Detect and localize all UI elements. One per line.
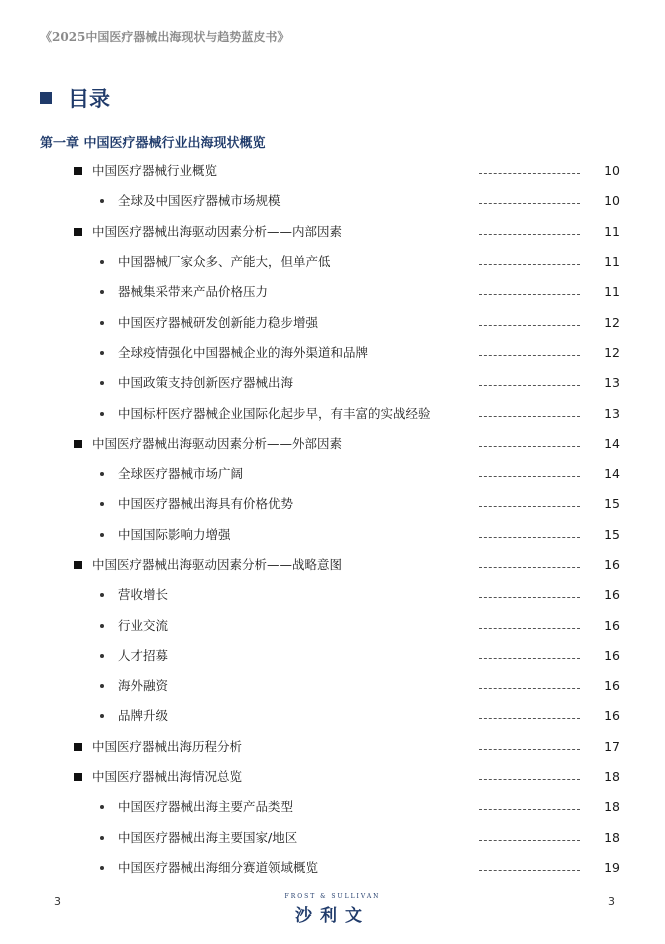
toc-entry-text: 中国医疗器械出海驱动因素分析——内部因素 [92,223,343,239]
footer-brand-logo [0,893,665,926]
dot-bullet-icon [100,533,104,537]
dot-bullet-icon [100,412,104,416]
toc-entry-text: 中国医疗器械出海细分赛道领域概览 [118,859,319,875]
toc-entry-page-number: 18 [604,829,620,845]
toc-entry-page-number: 14 [604,466,620,482]
toc-entry[interactable] [0,580,665,610]
dotted-leader [479,476,580,477]
toc-list [0,156,665,883]
toc-title: 目录 [68,86,110,111]
toc-entry-page-number: 10 [604,163,620,179]
toc-entry[interactable] [0,368,665,398]
dotted-leader [479,416,580,417]
dotted-leader [479,658,580,659]
toc-entry-text: 中国医疗器械出海主要产品类型 [118,799,294,815]
dotted-leader [479,355,580,356]
toc-entry-page-number: 16 [604,708,620,724]
dotted-leader [479,294,580,295]
dot-bullet-icon [100,260,104,264]
toc-entry-text: 中国医疗器械出海驱动因素分析——外部因素 [92,435,343,451]
brand-chinese-name: 沙利文 [295,906,370,926]
toc-entry-text: 中国国际影响力增强 [118,526,231,542]
dot-bullet-icon [100,714,104,718]
dot-bullet-icon [100,654,104,658]
square-bullet-icon [74,228,82,236]
toc-entry-text: 中国医疗器械出海驱动因素分析——战略意图 [92,557,343,572]
square-bullet-icon [74,773,82,781]
brand-english-name: FROST & SULLIVAN [284,893,381,900]
toc-entry[interactable] [0,307,665,337]
toc-entry[interactable] [0,762,665,792]
toc-entry[interactable] [0,429,665,459]
dot-bullet-icon [100,866,104,870]
dotted-leader [479,325,580,326]
dotted-leader [479,749,580,750]
dot-bullet-icon [100,321,104,325]
toc-heading [40,84,110,112]
dot-bullet-icon [100,684,104,688]
dot-bullet-icon [100,805,104,809]
square-bullet-icon [74,440,82,448]
toc-entry-page-number: 18 [604,799,620,815]
toc-entry-text: 海外融资 [118,678,169,694]
toc-entry-text: 中国医疗器械出海具有价格优势 [118,496,294,512]
document-header-title: 《2025中国医疗器械出海现状与趋势蓝皮书》 [40,30,290,44]
dotted-leader [479,870,580,871]
dotted-leader [479,234,580,235]
toc-entry-text: 中国医疗器械研发创新能力稳步增强 [118,314,319,330]
dotted-leader [479,567,580,568]
toc-entry-text: 营收增长 [118,587,169,603]
dot-bullet-icon [100,624,104,628]
toc-entry[interactable] [0,156,665,186]
dot-bullet-icon [100,290,104,294]
toc-entry[interactable] [0,520,665,550]
toc-entry[interactable] [0,792,665,822]
dot-bullet-icon [100,502,104,506]
toc-entry[interactable] [0,853,665,883]
toc-entry-text: 人才招募 [118,647,169,663]
dotted-leader [479,779,580,780]
dotted-leader [479,809,580,810]
dotted-leader [479,203,580,204]
dotted-leader [479,628,580,629]
dot-bullet-icon [100,593,104,597]
toc-entry[interactable] [0,186,665,216]
toc-entry[interactable] [0,671,665,701]
dotted-leader [479,718,580,719]
square-bullet-icon [74,561,82,569]
toc-entry[interactable] [0,489,665,519]
toc-entry-page-number: 16 [604,678,620,694]
toc-entry-page-number: 16 [604,647,620,663]
toc-entry-page-number: 13 [604,375,620,391]
chapter-title[interactable]: 第一章 中国医疗器械行业出海现状概览 [40,136,266,151]
dot-bullet-icon [100,836,104,840]
toc-entry[interactable] [0,823,665,853]
toc-entry-page-number: 16 [604,557,620,572]
square-bullet-icon [74,167,82,175]
heading-square-icon [40,92,52,104]
toc-entry-page-number: 12 [604,314,620,330]
toc-entry-page-number: 15 [604,496,620,512]
dot-bullet-icon [100,351,104,355]
dotted-leader [479,840,580,841]
toc-entry-page-number: 13 [604,405,620,421]
dotted-leader [479,446,580,447]
toc-entry-text: 品牌升级 [118,708,169,724]
toc-entry-text: 中国医疗器械行业概览 [92,163,218,179]
toc-entry-text: 中国政策支持创新医疗器械出海 [118,375,294,391]
toc-entry[interactable] [0,338,665,368]
toc-entry-text: 中国医疗器械出海主要国家/地区 [118,829,298,845]
toc-entry[interactable] [0,550,665,580]
dotted-leader [479,597,580,598]
toc-entry-page-number: 11 [604,254,620,270]
toc-entry-page-number: 16 [604,617,620,633]
dotted-leader [479,688,580,689]
toc-entry[interactable] [0,701,665,731]
dot-bullet-icon [100,199,104,203]
footer-page-number-right: 3 [608,895,615,908]
toc-entry-text: 中国标杆医疗器械企业国际化起步早，有丰富的实战经验 [118,405,431,421]
toc-entry-text: 中国器械厂家众多、产能大，但单产低 [118,254,331,270]
toc-entry-text: 全球疫情强化中国器械企业的海外渠道和品牌 [118,344,369,360]
toc-entry-text: 中国医疗器械出海情况总览 [92,769,243,785]
toc-entry-page-number: 14 [604,435,620,451]
toc-entry-text: 中国医疗器械出海历程分析 [92,738,243,754]
toc-entry[interactable] [0,732,665,762]
toc-entry[interactable] [0,247,665,277]
dot-bullet-icon [100,381,104,385]
toc-entry-page-number: 10 [604,193,620,209]
toc-entry-text: 全球医疗器械市场广阔 [118,466,244,482]
toc-entry-text: 全球及中国医疗器械市场规模 [118,193,281,209]
dotted-leader [479,506,580,507]
toc-entry[interactable] [0,459,665,489]
toc-entry[interactable] [0,277,665,307]
dotted-leader [479,385,580,386]
toc-entry[interactable] [0,217,665,247]
dot-bullet-icon [100,472,104,476]
toc-entry[interactable] [0,641,665,671]
toc-entry-page-number: 17 [604,738,620,754]
toc-entry-page-number: 18 [604,769,620,785]
dotted-leader [479,173,580,174]
dotted-leader [479,264,580,265]
toc-entry-text: 器械集采带来产品价格压力 [118,284,269,300]
footer-page-number-left: 3 [54,895,61,908]
square-bullet-icon [74,743,82,751]
toc-entry[interactable] [0,610,665,640]
toc-entry-page-number: 15 [604,526,620,542]
toc-entry-page-number: 11 [604,284,620,300]
toc-entry[interactable] [0,398,665,428]
toc-entry-text: 行业交流 [118,617,169,633]
toc-entry-page-number: 19 [604,859,620,875]
toc-entry-page-number: 16 [604,587,620,603]
dotted-leader [479,537,580,538]
toc-entry-page-number: 12 [604,344,620,360]
toc-entry-page-number: 11 [604,223,620,239]
